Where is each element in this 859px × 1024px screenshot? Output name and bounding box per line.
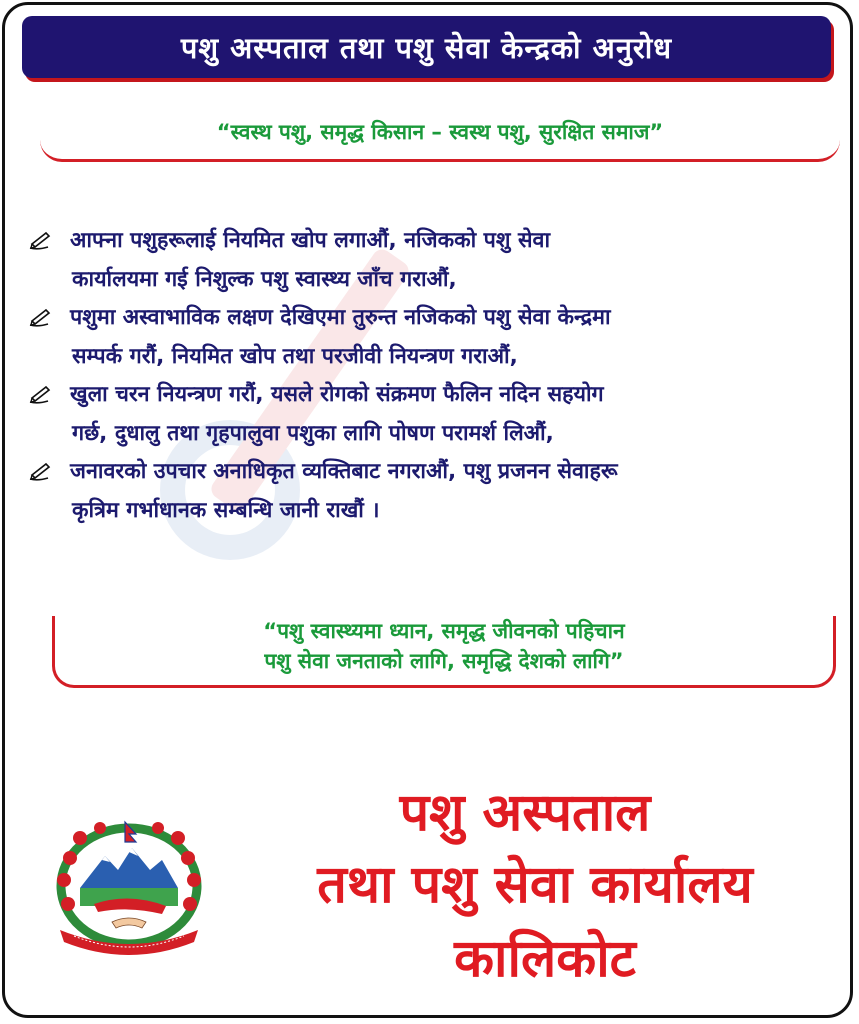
pen-writing-icon <box>28 384 54 406</box>
appeal-line: पशुमा अस्वाभाविक लक्षण देखिएमा तुरुन्त नजिकको पशु सेवा केन्द्रमा <box>70 305 611 330</box>
list-item <box>28 222 828 299</box>
header-banner <box>22 16 831 78</box>
list-item <box>28 299 828 376</box>
appeal-line: गर्छ, दुधालु तथा गृहपालुवा पशुका लागि पोषण परामर्श लिऔं, <box>72 420 554 446</box>
appeal-line: जनावरको उपचार अनाधिकृत व्यक्तिबाट नगराऔं, पशु प्रजनन सेवाहरू <box>70 459 618 484</box>
bottom-slogan-line: “पशु स्वास्थ्यमा ध्यान, समृद्ध जीवनको पहिचान <box>263 619 625 643</box>
office-name-line: तथा पशु सेवा कार्यालय <box>317 855 753 915</box>
appeal-line: कृत्रिम गर्भाधानक सम्बन्धि जानी राखौं । <box>72 497 380 523</box>
office-location: कालिकोट <box>454 929 636 989</box>
top-slogan-box <box>40 104 840 162</box>
appeal-line: सम्पर्क गरौं, नियमित खोप तथा परजीवी नियन्त्रण गराऔं, <box>72 343 518 369</box>
top-slogan: “स्वस्थ पशु, समृद्ध किसान – स्वस्थ पशु, सुरक्षित समाज” <box>216 120 664 144</box>
office-name <box>230 780 840 994</box>
list-item <box>28 376 828 453</box>
banner-title: पशु अस्पताल तथा पशु सेवा केन्द्रको अनुरोध <box>180 30 673 65</box>
appeal-line: खुला चरन नियन्त्रण गरौं, यसले रोगको संक्रमण फैलिन नदिन सहयोग <box>70 382 604 407</box>
pen-writing-icon <box>28 230 54 252</box>
office-name-line: पशु अस्पताल <box>399 783 651 843</box>
appeal-line: आफ्ना पशुहरूलाई नियमित खोप लगाऔं, नजिकको पशु सेवा <box>70 228 551 253</box>
bottom-slogan <box>55 616 833 676</box>
nepal-government-emblem-icon <box>50 818 208 958</box>
pen-writing-icon <box>28 307 54 329</box>
list-item <box>28 453 828 530</box>
bottom-slogan-box <box>52 616 836 688</box>
bottom-slogan-line: पशु सेवा जनताको लागि, समृद्धि देशको लागि” <box>264 649 624 673</box>
appeal-list <box>28 222 828 530</box>
pen-writing-icon <box>28 461 54 483</box>
appeal-line: कार्यालयमा गई निशुल्क पशु स्वास्थ्य जाँच गराऔं, <box>72 266 457 292</box>
